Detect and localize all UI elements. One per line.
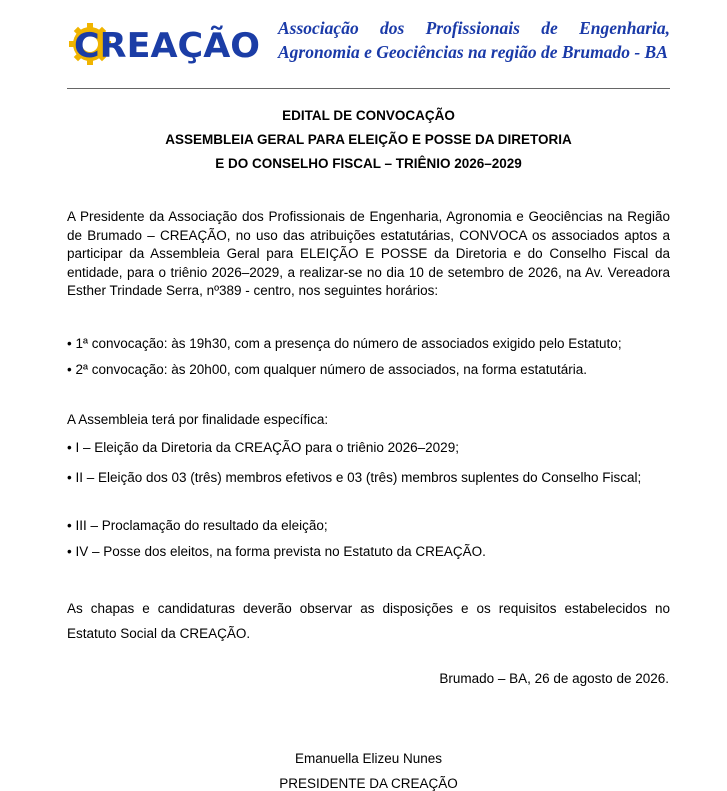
header-divider bbox=[67, 88, 670, 89]
convocacao-item-1: • 1ª convocação: às 19h30, com a presença do número de associados exigido pelo Estatuto; bbox=[67, 336, 622, 351]
finalidade-heading: A Assembleia terá por finalidade específica: bbox=[67, 412, 329, 427]
finalidade-item-1: • I – Eleição da Diretoria da CREAÇÃO para o triênio 2026–2029; bbox=[67, 440, 459, 455]
title-line-2: ASSEMBLEIA GERAL PARA ELEIÇÃO E POSSE DA DIRETORIA bbox=[165, 132, 572, 147]
signatory-name: Emanuella Elizeu Nunes bbox=[294, 751, 443, 766]
observacao-paragraph: As chapas e candidaturas deverão observar as disposições e os requisitos estabelecidos no Estatuto Social da CREAÇÃO. bbox=[67, 601, 670, 641]
signatory-role: PRESIDENTE DA CREAÇÃO bbox=[279, 776, 458, 791]
finalidade-item-4: • IV – Posse dos eleitos, na forma prevista no Estatuto da CREAÇÃO. bbox=[67, 544, 486, 559]
title-line-3: E DO CONSELHO FISCAL – TRIÊNIO 2026–2029 bbox=[215, 156, 522, 171]
organization-name: Associação dos Profissionais de Engenharia, Agronomia e Geociências na região de Brumado - BA bbox=[278, 18, 670, 62]
finalidade-item-3: • III – Proclamação do resultado da eleição; bbox=[67, 518, 328, 533]
place-date: Brumado – BA, 26 de agosto de 2026. bbox=[439, 671, 669, 686]
intro-paragraph: A Presidente da Associação dos Profissionais de Engenharia, Agronomia e Geociências na Região de Brumado – CREAÇÃO, no uso das atribuições estatutárias, CONVOCA os associados aptos a participar da Assembleia Geral para ELEIÇÃO E POSSE da Diretoria e do Conselho Fiscal da entidade, para o triênio 2026–2029, a realizar-se no dia 10 de setembro de 2026, na Av. Vereadora Esther Trindade Serra, nº389 - centro, nos seguintes horários: bbox=[67, 209, 670, 298]
title-line-1: EDITAL DE CONVOCAÇÃO bbox=[282, 108, 455, 123]
logo-wordmark: CREAÇÃO bbox=[74, 26, 255, 66]
convocacao-item-2: • 2ª convocação: às 20h00, com qualquer número de associados, na forma estatutária. bbox=[67, 362, 588, 377]
document-header bbox=[0, 0, 727, 90]
document-title bbox=[60, 104, 677, 176]
creacao-logo bbox=[66, 12, 262, 72]
finalidade-item-2: • II – Eleição dos 03 (três) membros efetivos e 03 (três) membros suplentes do Conselho Fiscal; bbox=[67, 470, 642, 485]
